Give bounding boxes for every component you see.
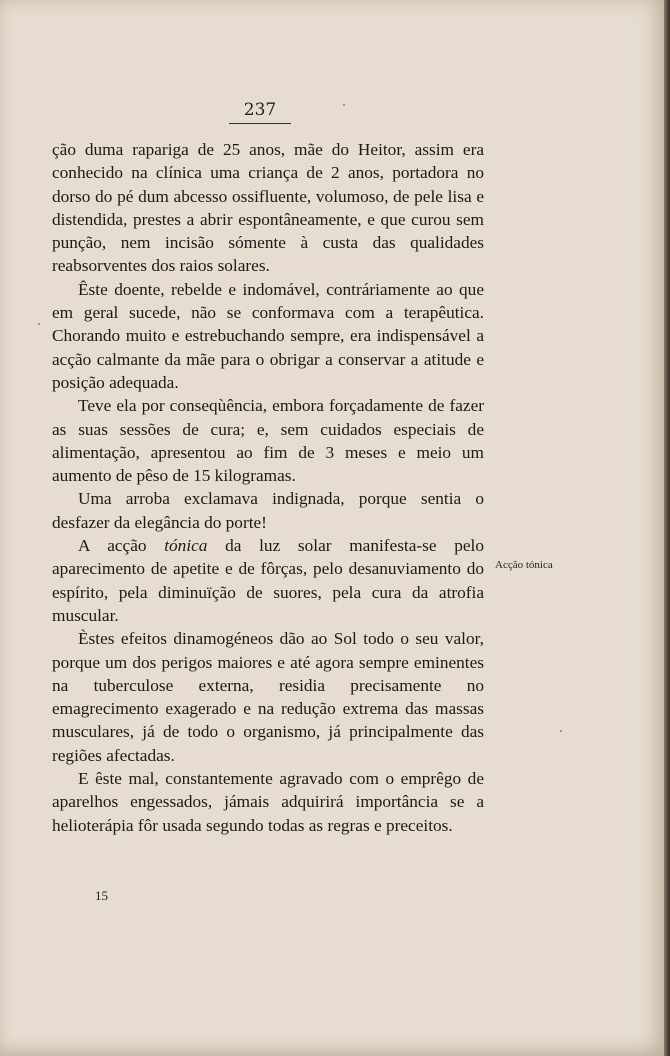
page-edge: [664, 0, 670, 1056]
text-run: da luz solar manifesta-se pelo aparecimento de apetite e de fôrças, pelo desanuviamento do espírito, pela diminuïção de suores, pela cura da atrofia muscular.: [52, 536, 484, 625]
text-run: Teve ela por conseqùência, embora forçadamente de fazer as suas sessões de cura; e, sem cuidados especiais de alimentação, apresentou ao fim de 3 meses e meio um aumento de pêso de 15 kilogramas.: [52, 396, 484, 486]
paragraph: [52, 278, 484, 394]
paragraph: [52, 767, 484, 837]
text-run: A acção: [78, 536, 165, 556]
italic-term: tónica: [164, 536, 208, 556]
text-run: ção duma rapariga de 25 anos, mãe do Heitor, assim era conhecido na clínica uma criança de 2 anos, portadora no dorso do pé dum abcesso ossifluente, volumoso, de pele lisa e distendida, prestes a abrir espontâneamente, e que curou sem punção, nem incisão sómente à custa das qualidades reabsorventes dos raios solares.: [52, 140, 484, 276]
text-run: Uma arroba exclamava indignada, porque sentia o desfazer da elegância do porte!: [52, 489, 484, 532]
paper-speck: [38, 323, 40, 325]
paragraph: [52, 138, 484, 278]
paragraph: [52, 394, 484, 487]
body-text: [52, 138, 484, 837]
paragraph: [52, 487, 484, 534]
marginal-note: Acção tónica: [495, 559, 553, 571]
paragraph: [52, 534, 484, 627]
text-run: Êste doente, rebelde e indomável, contráriamente ao que em geral sucede, não se conformava com a terapêutica. Chorando muito e estrebuchando sempre, era indispensável a acção calmante da mãe para o obrigar a conservar a atitude e posição adequada.: [52, 279, 484, 392]
text-run: Èstes efeitos dinamogéneos dão ao Sol todo o seu valor, porque um dos perigos maiores e até agora sempre eminentes na tuberculose externa, residia precisamente no emagrecimento exagerado e na redução extrema das massas musculares, já de todo o organismo, já principalmente das regiões afectadas.: [52, 629, 484, 765]
page-number: 237: [229, 100, 291, 124]
paragraph: [52, 627, 484, 767]
paper-speck: [343, 104, 345, 106]
paper-speck: [560, 730, 562, 732]
signature-mark: 15: [95, 888, 108, 903]
text-run: E êste mal, constantemente agravado com o emprêgo de aparelhos engessados, jámais adquirirá importância se a helioterápia fôr usada segundo todas as regras e preceitos.: [52, 769, 484, 835]
